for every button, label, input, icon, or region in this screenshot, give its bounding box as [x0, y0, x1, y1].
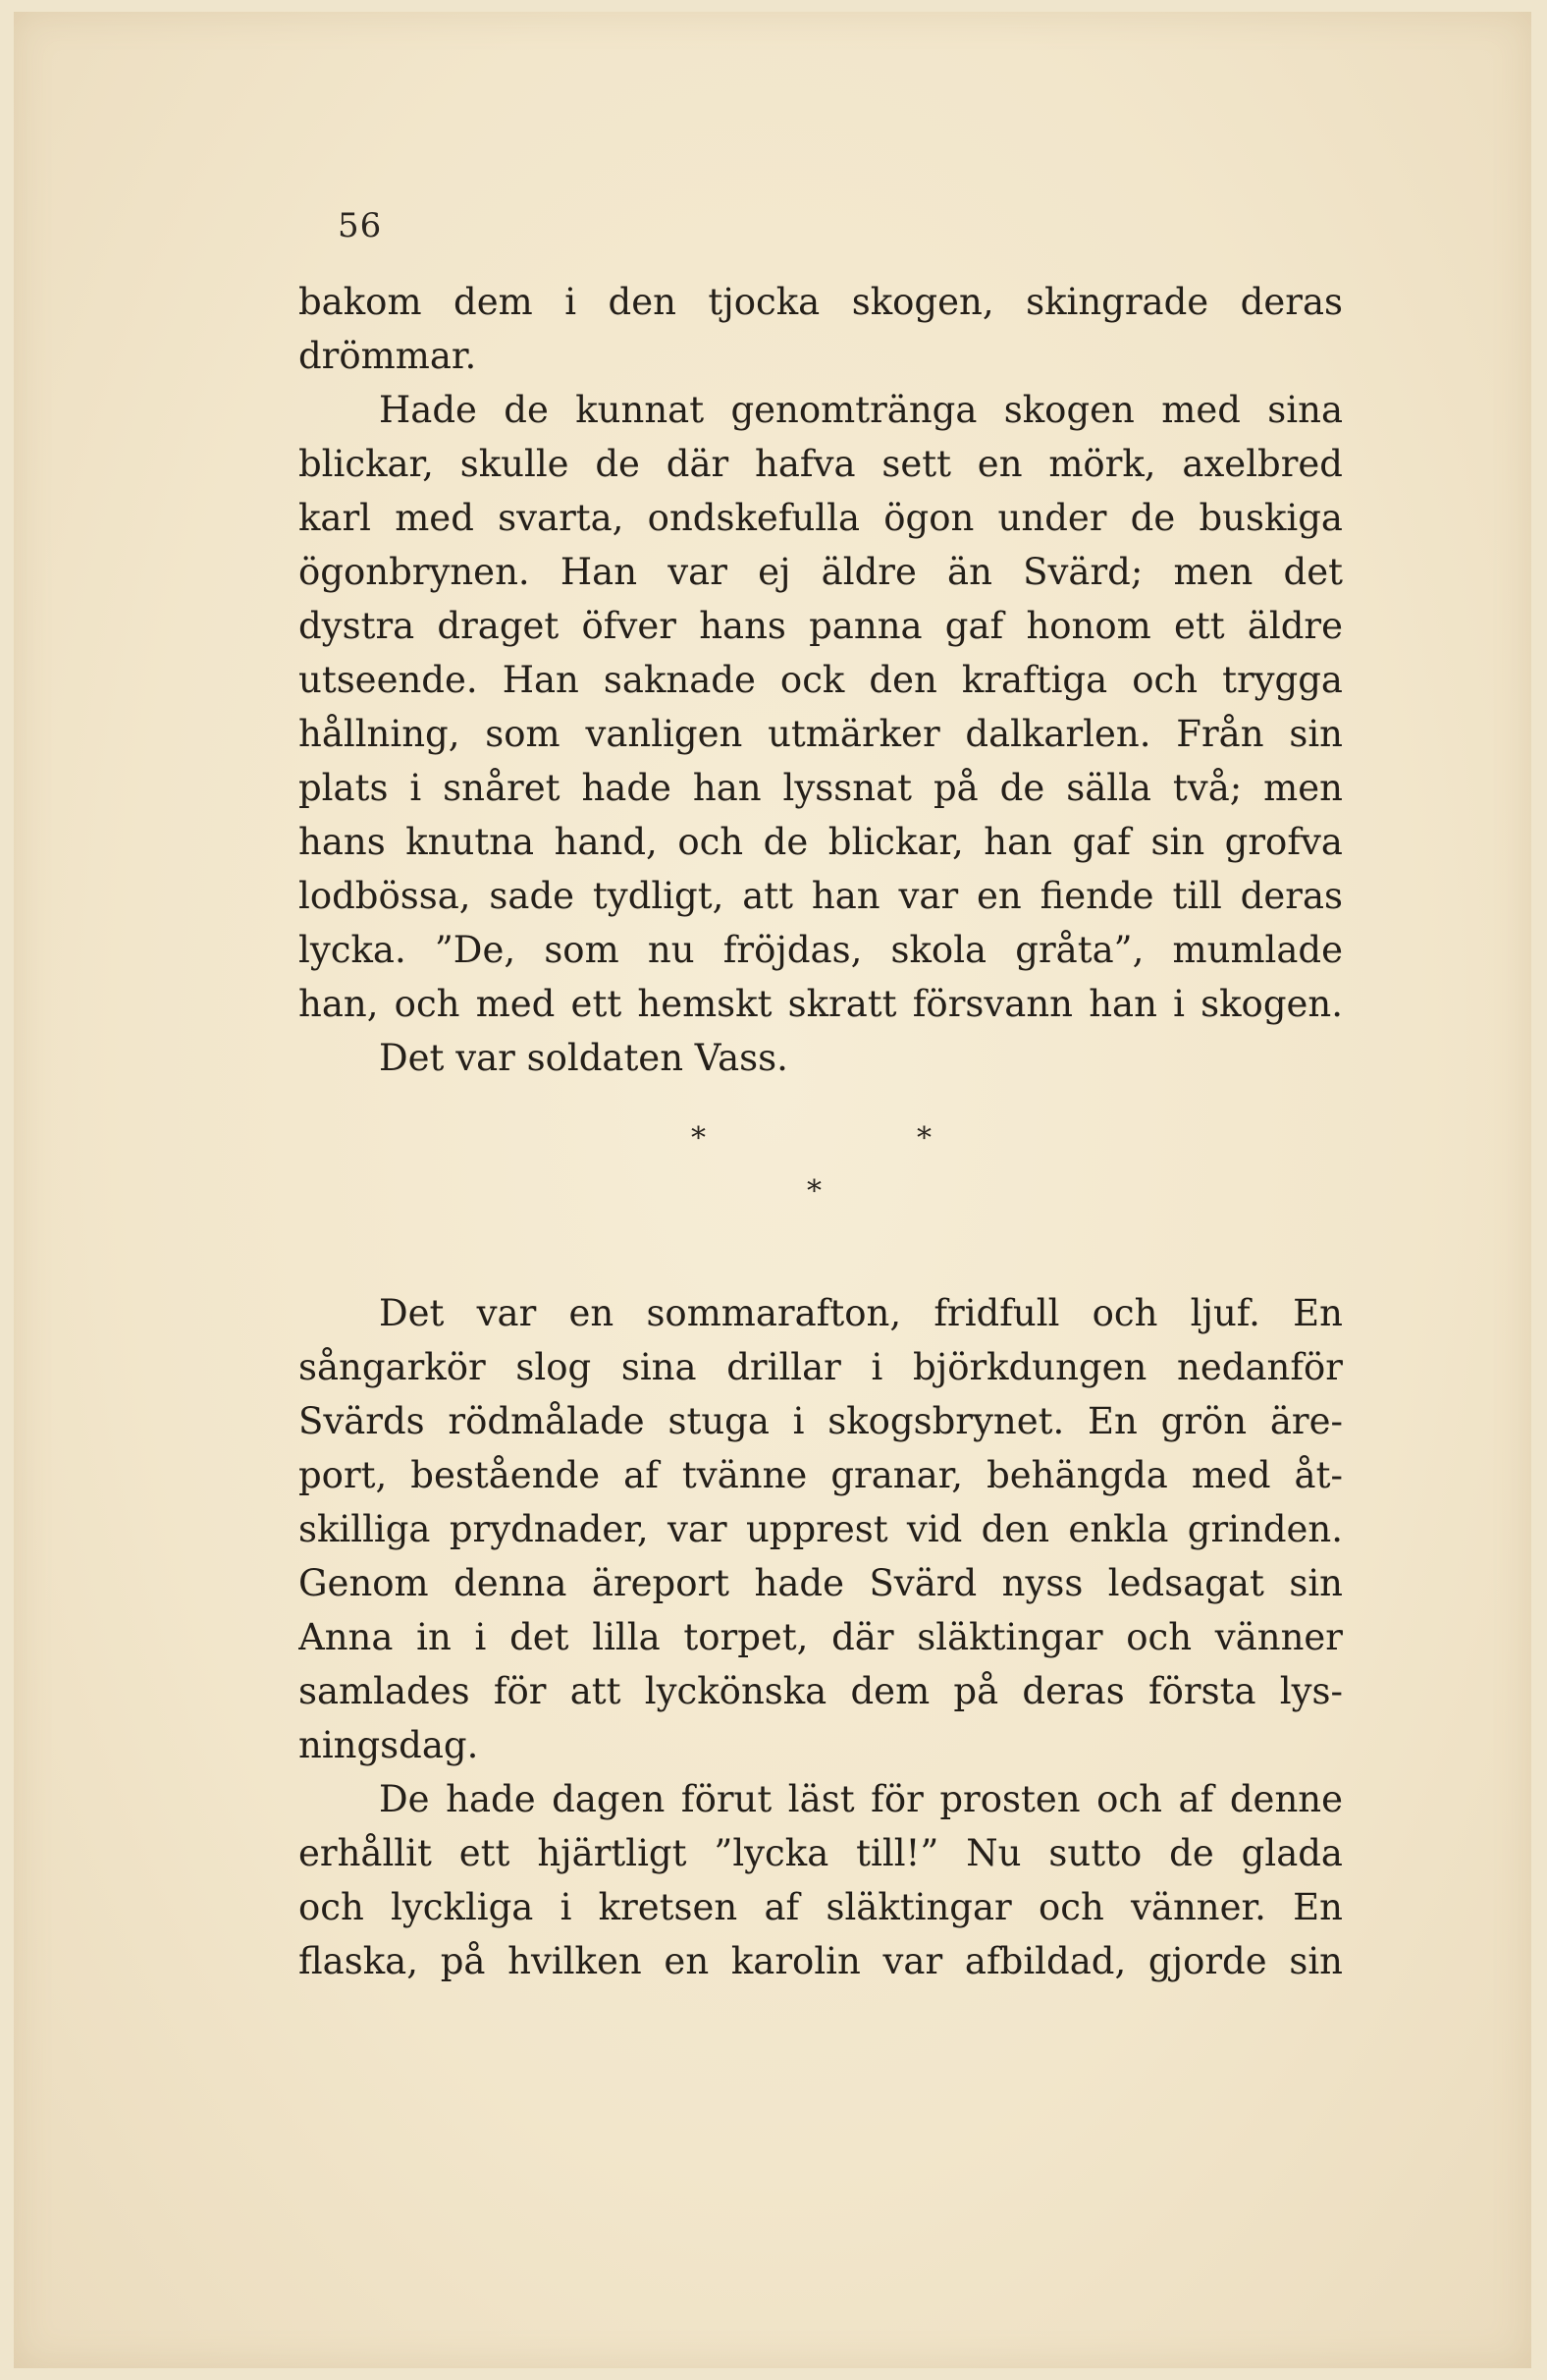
text-line: plats i snåret hade han lyssnat på de sälla två; men: [298, 767, 1343, 809]
text-line: drömmar.: [298, 335, 477, 377]
asterisk: *: [807, 1174, 822, 1209]
text-line: karl med svarta, ondskefulla ögon under de buskiga: [298, 497, 1343, 539]
text-line: ögonbrynen. Han var ej äldre än Svärd; men det: [298, 551, 1343, 593]
asterisk: *: [917, 1121, 932, 1156]
text-line: port, bestående af tvänne granar, behängda med åt-: [298, 1454, 1343, 1496]
book-page: [14, 12, 1531, 2368]
text-line: han, och med ett hemskt skratt försvann han i skogen.: [298, 983, 1343, 1025]
text-line: ningsdag.: [298, 1724, 479, 1766]
text-line: flaska, på hvilken en karolin var afbildad, gjorde sin: [298, 1940, 1343, 1982]
text-line: utseende. Han saknade ock den kraftiga och trygga: [298, 659, 1343, 701]
text-line: Svärds rödmålade stuga i skogsbrynet. En grön äre-: [298, 1400, 1343, 1442]
text-line: Genom denna äreport hade Svärd nyss ledsagat sin: [298, 1562, 1343, 1604]
text-line: Hade de kunnat genomtränga skogen med sina: [379, 389, 1343, 431]
text-line: sångarkör slog sina drillar i björkdungen nedanför: [298, 1346, 1343, 1388]
text-line: hållning, som vanligen utmärker dalkarlen. Från sin: [298, 713, 1343, 755]
text-line: Det var soldaten Vass.: [379, 1037, 788, 1079]
text-line: erhållit ett hjärtligt ”lycka till!” Nu sutto de glada: [298, 1832, 1343, 1874]
text-line: blickar, skulle de där hafva sett en mörk, axelbred: [298, 443, 1343, 485]
text-line: dystra draget öfver hans panna gaf honom ett äldre: [298, 605, 1343, 647]
text-line: De hade dagen förut läst för prosten och af denne: [379, 1778, 1343, 1820]
text-line: Det var en sommarafton, fridfull och ljuf. En: [379, 1292, 1343, 1334]
page-number: 56: [338, 206, 383, 245]
text-line: Anna in i det lilla torpet, där släktingar och vänner: [298, 1616, 1343, 1658]
text-line: lodbössa, sade tydligt, att han var en fiende till deras: [298, 875, 1343, 917]
text-line: hans knutna hand, och de blickar, han gaf sin grofva: [298, 821, 1343, 863]
text-line: lycka. ”De, som nu fröjdas, skola gråta”, mumlade: [298, 929, 1343, 971]
text-section-1: [298, 275, 1343, 1085]
asterisk: *: [691, 1121, 706, 1156]
text-line: skilliga prydnader, var upprest vid den enkla grinden.: [298, 1508, 1343, 1550]
text-line: bakom dem i den tjocka skogen, skingrade deras: [298, 281, 1343, 323]
text-line: och lyckliga i kretsen af släktingar och vänner. En: [298, 1886, 1343, 1928]
text-section-2: [298, 1286, 1343, 1988]
section-separator: [298, 1121, 1343, 1219]
text-line: samlades för att lyckönska dem på deras första lys-: [298, 1670, 1343, 1712]
